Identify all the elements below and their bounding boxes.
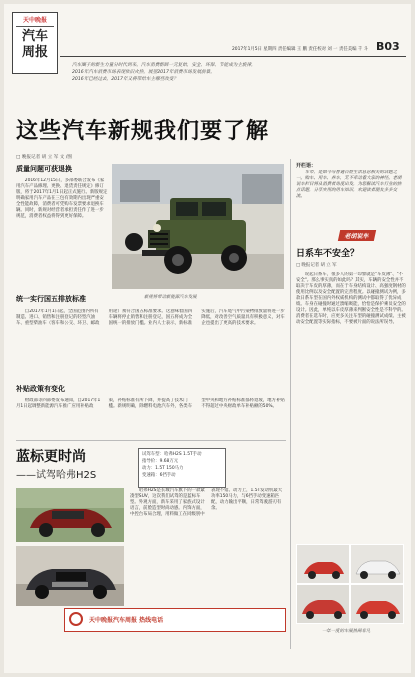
section-title: 质量问题可获退换 — [16, 165, 72, 173]
page-title: 这些汽车新规我们要了解 — [16, 119, 270, 144]
dateline: 2017年1月5日 星期四 责任编辑 王 鹏 责任校对 刘 一 责任美编 千 斗 — [232, 47, 369, 52]
ad-text: 天中晚报汽车周报 热线电话 — [89, 617, 164, 624]
page-number: B03 — [376, 40, 400, 53]
feature-subtitle: ——试驾哈弗H2S — [16, 470, 97, 481]
spec-line: 动力：1.5T 150马力 — [142, 466, 184, 471]
masthead — [12, 12, 58, 74]
column-byline: □ 晚报记者 胡 立 军 — [296, 263, 337, 268]
kicker: 开栏语： — [296, 163, 317, 169]
haval-photo-bottom — [16, 546, 124, 606]
grid-caption: 一年一度的车展热闹非凡 — [322, 629, 371, 634]
photo-caption: 新规将带动新能源汽车发展 — [144, 295, 197, 300]
section-title: 补贴政策有变化 — [16, 385, 65, 393]
section-body: 2016年12月15日，多部委联合发布《家用汽车产品修理、更换、退货责任规定》修订版，将于2017年1月1日起正式施行。新版规定明确家用汽车产品在三包有效期内出现严重安全性能故障，消费者可凭购车发票要求退换车辆。同时，新规对经营者承担责任作了进一步规范，消费者权益将得到更好保障。 — [16, 178, 108, 219]
feature-title: 蓝标更时尚 — [16, 449, 86, 465]
section-name-line2: 周报 — [21, 45, 48, 60]
intro-line: 汽车圈子的新生力量分时代到来。汽车消费新鲜一元复始，安全、环保、节能成为主旋律， — [72, 63, 256, 68]
column-badge: 老胡说车 — [338, 230, 376, 241]
suv-photo — [112, 164, 284, 289]
ad-banner — [64, 608, 286, 632]
car-photo-grid — [296, 544, 404, 624]
spec-line: 试驾车型：哈弗H2S 1.5T手动 — [142, 452, 202, 457]
ad-stamp-icon — [69, 612, 83, 626]
intro — [72, 62, 392, 83]
spec-line: 变速箱：6挡手动 — [142, 473, 176, 478]
column-title: 日系车不安全？ — [296, 249, 360, 259]
column-body: 说起日系车，很多人的第一印象就是"车皮薄"、"不安全"。那么事实真的如此吗？其实，车辆的安全性并不取决于车皮的厚薄，而在于车身结构设计、高强度钢材的使用比例以及安全配置的完善程度。以碰撞测试为例，多款日系车型在国内外权威机构的测试中都取得了优异成绩。车身在碰撞时通过溃缩吸能，恰恰是保护乘员安全的设计。因此，单纯以车皮厚薄来判断安全性是不科学的。消费者在选车时，应更多关注车型的碰撞测试成绩、主被动安全配置等实际指标，不要被片面的说法所误导。 — [296, 272, 406, 325]
haval-photo-top — [16, 488, 124, 542]
byline: □ 晚报记者 胡 立 军 文 /图 — [16, 155, 72, 160]
section-title: 统一实行国五排放标准 — [16, 295, 86, 303]
intro-line: 2016年已经过去，2017年又将带给车主哪些改变？ — [72, 77, 179, 82]
feature-body: 哈弗H2S是长城汽车旗下的一款紧凑型SUV，这次我们试驾的是蓝标车型。外观方面，新车采用了家族式设计语言，前脸造型时尚动感。内饰方面，中控台布局合理，用料做工在同级别中表现不错。动力上，1.5T发动机最大功率150马力，与6挡手动变速箱匹配，动力输出平顺，日常驾驶游刃有余。 — [130, 488, 283, 517]
kicker-body: 车市，是如今与普通百姓生活息息相关的话题之一。购车、用车、养车，无不牵动着大家的神经。老胡说车栏目将从消费者角度出发，为您解读汽车行业的热点话题，分享实用的用车知识，欢迎读者朋友多多交流。 — [296, 170, 402, 199]
section-body: 自2017年1月1日起，全国范围内所有制造、进口、销售和注册登记的轻型汽油车、重型柴油车（客车和公交、环卫、邮政用途）须符合国五标准要求。这意味着国四车辆将停止销售和注册登记，国五将成为全国统一的排放门槛。业内人士表示，新标准实施后，汽车尾气中污染物排放量将进一步降低，对改善空气质量具有积极意义，对车企也提出了更高的技术要求。 — [16, 309, 285, 326]
spec-box — [138, 448, 226, 488]
section-name-line1: 汽车 — [21, 29, 48, 44]
newspaper-logo: 天中晚报 — [22, 17, 47, 24]
intro-line: 2016年汽车消费市场表现依旧火热，展望2017年消费市场发展前景。 — [72, 70, 215, 75]
spec-line: 指导价：9.68万元 — [142, 459, 179, 464]
newspaper-page — [4, 4, 411, 673]
section-body: 财政部等四部委发布通知，自2017年1月1日起调整新能源汽车推广应用补贴政策，补贴标准有所下降，并提高了技术门槛。新规明确，除燃料电池汽车外，各类车型中央和地方补贴标准都将退坡，地方补贴不得超过中央财政单车补贴额的50%。 — [16, 398, 285, 409]
